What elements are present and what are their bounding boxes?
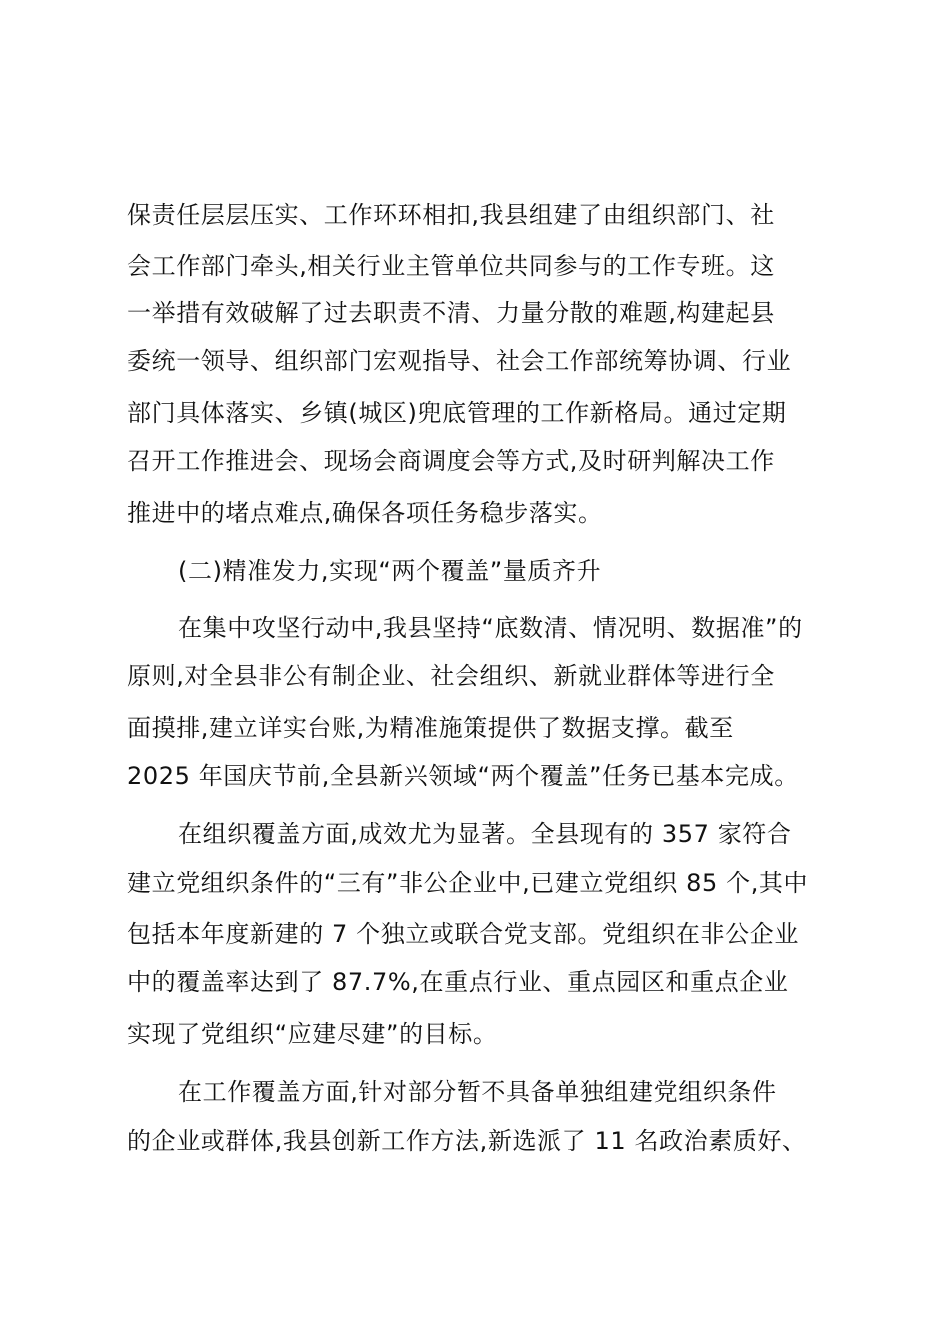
text-line: 在集中攻坚行动中,我县坚持“底数清、情况明、数据准”的 xyxy=(178,614,803,642)
text-line: 包括本年度新建的 7 个独立或联合党支部。党组织在非公企业 xyxy=(127,920,799,948)
text-line: 建立党组织条件的“三有”非公企业中,已建立党组织 85 个,其中 xyxy=(127,869,809,897)
text-line: 部门具体落实、乡镇(城区)兜底管理的工作新格局。通过定期 xyxy=(127,399,787,427)
text-line: 面摸排,建立详实台账,为精准施策提供了数据支撑。截至 xyxy=(127,714,734,742)
text-line: 实现了党组织“应建尽建”的目标。 xyxy=(127,1020,498,1048)
text-line: 的企业或群体,我县创新工作方法,新选派了 11 名政治素质好、 xyxy=(127,1127,807,1155)
text-line: 推进中的堵点难点,确保各项任务稳步落实。 xyxy=(127,499,603,527)
text-line: 保责任层层压实、工作环环相扣,我县组建了由组织部门、社 xyxy=(127,201,775,229)
text-line: 2025 年国庆节前,全县新兴领域“两个覆盖”任务已基本完成。 xyxy=(127,762,799,790)
text-line: 一举措有效破解了过去职责不清、力量分散的难题,构建起县 xyxy=(127,299,775,327)
text-line: 在工作覆盖方面,针对部分暂不具备单独组建党组织条件 xyxy=(178,1078,777,1106)
text-line: 委统一领导、组织部门宏观指导、社会工作部统筹协调、行业 xyxy=(127,347,792,375)
text-line: 在组织覆盖方面,成效尤为显著。全县现有的 357 家符合 xyxy=(178,820,792,848)
text-line: 原则,对全县非公有制企业、社会组织、新就业群体等进行全 xyxy=(127,662,775,690)
text-line: 召开工作推进会、现场会商调度会等方式,及时研判解决工作 xyxy=(127,447,775,475)
section-heading: (二)精准发力,实现“两个覆盖”量质齐升 xyxy=(178,557,602,585)
text-line: 会工作部门牵头,相关行业主管单位共同参与的工作专班。这 xyxy=(127,252,775,280)
text-line: 中的覆盖率达到了 87.7%,在重点行业、重点园区和重点企业 xyxy=(127,968,789,996)
